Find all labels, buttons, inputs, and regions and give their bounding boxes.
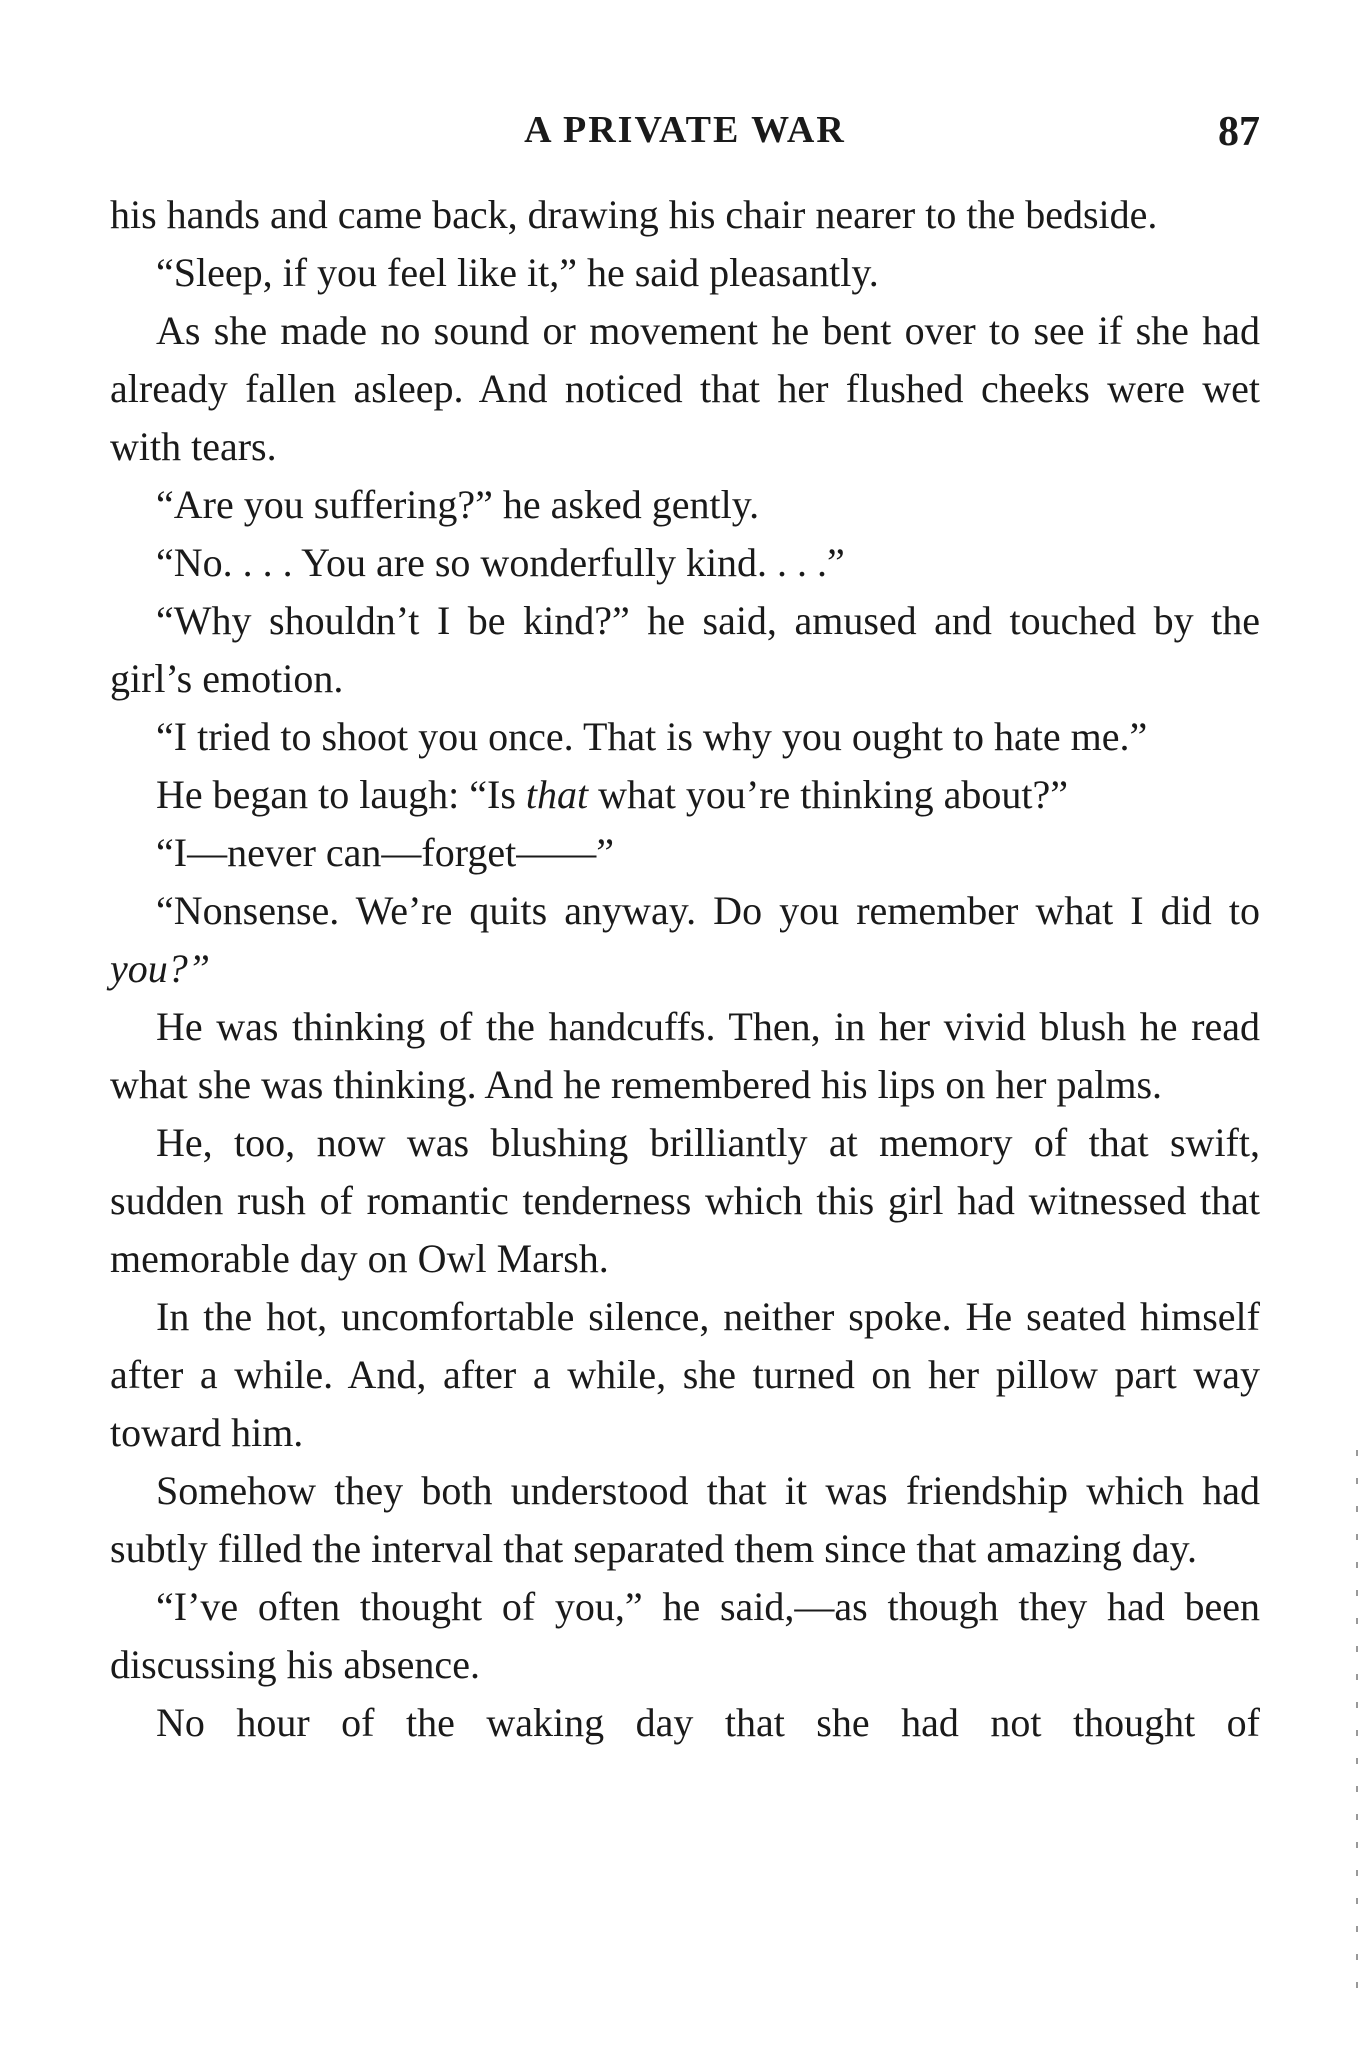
paragraph-text: what you’re thinking about?”	[588, 772, 1068, 817]
paragraph-text: “I’ve often thought of you,” he said,—as though they had been discussing his absence.	[110, 1584, 1260, 1687]
paragraph-text: He began to laugh: “Is	[156, 772, 526, 817]
paragraph-text: “No. . . . You are so wonderfully kind. . . .”	[156, 540, 845, 585]
paragraph	[110, 534, 1260, 592]
paragraph	[110, 592, 1260, 708]
paragraph	[110, 1694, 1260, 1752]
paragraph-text: “I—never can—forget——”	[156, 830, 614, 875]
paragraph-text: “Are you suffering?” he asked gently.	[156, 482, 760, 527]
paragraph	[110, 998, 1260, 1114]
paragraph	[110, 1578, 1260, 1694]
running-head	[110, 108, 1260, 164]
paragraph	[110, 824, 1260, 882]
paragraph-text: He, too, now was blushing brilliantly at memory of that swift, sudden rush of romantic tenderness which this girl had witnessed that memorable day on Owl Marsh.	[110, 1120, 1260, 1281]
paragraph-text: In the hot, uncomfortable silence, neither spoke. He seated himself after a while. And, after a while, she turned on her pillow part way toward him.	[110, 1294, 1260, 1455]
running-title: A PRIVATE WAR	[524, 109, 846, 151]
body-text	[110, 186, 1260, 1752]
paragraph	[110, 186, 1260, 244]
paragraph-text: No hour of the waking day that she had not thought of	[156, 1700, 1260, 1745]
paragraph	[110, 882, 1260, 998]
paragraph-text: his hands and came back, drawing his chair nearer to the bedside.	[110, 192, 1158, 237]
paragraph-text: As she made no sound or movement he bent over to see if she had already fallen asleep. And noticed that her flushed cheeks were wet with tears.	[110, 308, 1260, 469]
page-fold-mark	[1356, 1450, 1358, 2010]
paragraph-text: He was thinking of the handcuffs. Then, in her vivid blush he read what she was thinking. And he remembered his lips on her palms.	[110, 1004, 1260, 1107]
paragraph	[110, 244, 1260, 302]
paragraph	[110, 708, 1260, 766]
paragraph	[110, 476, 1260, 534]
paragraph-text: “Why shouldn’t I be kind?” he said, amused and touched by the girl’s emotion.	[110, 598, 1260, 701]
paragraph	[110, 1114, 1260, 1288]
paragraph	[110, 302, 1260, 476]
paragraph	[110, 1462, 1260, 1578]
paragraph-text: Somehow they both understood that it was friendship which had subtly filled the interval that separated them since that amazing day.	[110, 1468, 1260, 1571]
paragraph-text: “I tried to shoot you once. That is why you ought to hate me.”	[156, 714, 1148, 759]
paragraph-text: “Nonsense. We’re quits anyway. Do you remember what I did to	[156, 888, 1260, 933]
paragraph	[110, 1288, 1260, 1462]
page-number: 87	[1218, 109, 1260, 155]
italic-text: that	[525, 772, 589, 817]
italic-text: you?”	[110, 946, 210, 991]
paragraph-text: “Sleep, if you feel like it,” he said pleasantly.	[156, 250, 879, 295]
paragraph	[110, 766, 1260, 824]
